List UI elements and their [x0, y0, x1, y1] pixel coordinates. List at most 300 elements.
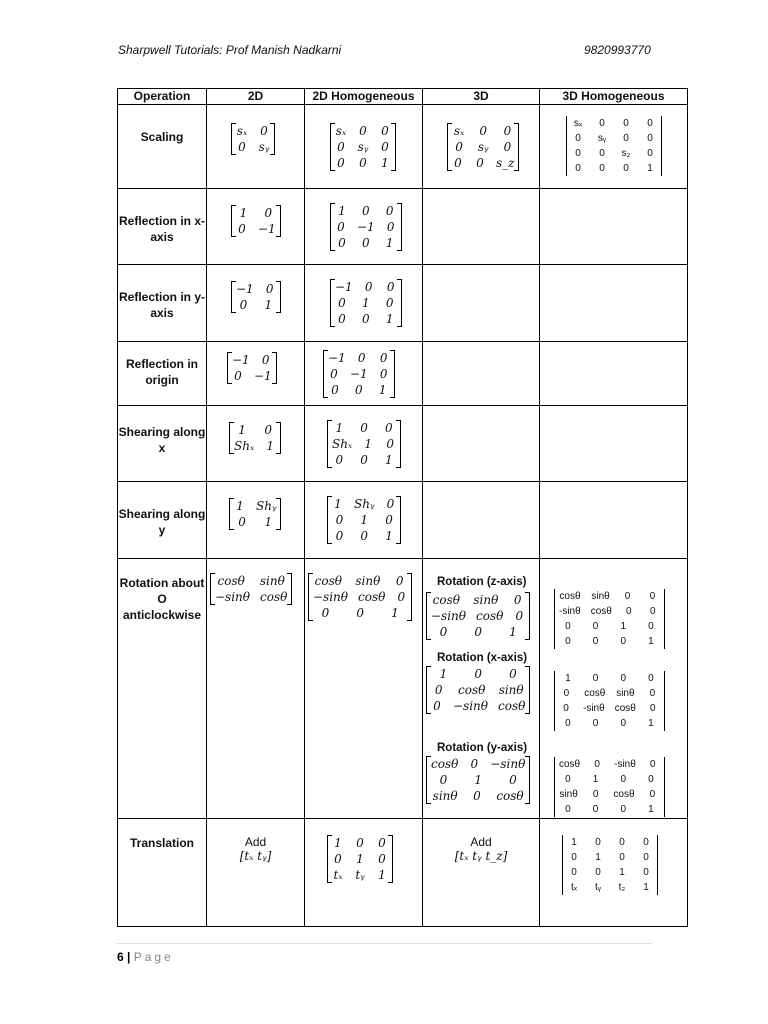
- empty-cell: [423, 265, 540, 342]
- matrix-entry: sinθ: [591, 591, 610, 602]
- matrix-entry: 0: [509, 773, 517, 787]
- matrix-entry: 0: [575, 133, 581, 144]
- page-label: Page: [133, 950, 174, 964]
- matrix-entry: 0: [624, 591, 631, 602]
- matrix-entry: cosθ: [432, 593, 460, 607]
- matrix-entry: 0: [364, 280, 373, 294]
- matrix-entry: 0: [239, 298, 248, 312]
- matrix-entry: cosθ: [260, 590, 288, 604]
- matrix-row: [559, 671, 660, 686]
- matrix-entry: 1: [571, 837, 577, 848]
- matrix-row: [559, 619, 660, 634]
- col-header-operation: Operation: [118, 89, 207, 105]
- matrix-entry: 1: [338, 204, 346, 218]
- matrix-cell: [207, 342, 305, 406]
- matrix-entry: 0: [238, 140, 246, 154]
- matrix-entry: −sinθ: [490, 757, 526, 771]
- matrix-entry: cosθ: [458, 683, 486, 697]
- table-row: [118, 482, 688, 559]
- matrix-entry: 0: [264, 206, 273, 220]
- matrix-row: [431, 608, 525, 624]
- matrix-2d-shear-y: [229, 498, 281, 530]
- matrix-entry: 0: [643, 867, 649, 878]
- matrix-cell-rotation-3d: [423, 559, 540, 819]
- matrix-entry: -sinθ: [614, 759, 636, 770]
- empty-cell: [540, 342, 688, 406]
- matrix-cell: [305, 482, 423, 559]
- matrix-row: [234, 514, 276, 530]
- matrix-cell: [423, 105, 540, 189]
- matrix-cell: [540, 105, 688, 189]
- matrix-row: [559, 686, 660, 701]
- matrix-cell: [207, 482, 305, 559]
- matrix-entry: 1: [238, 423, 246, 437]
- matrix-entry: 0: [599, 163, 605, 174]
- matrix-row: [234, 438, 276, 454]
- matrix-entry: cosθ: [559, 591, 581, 602]
- matrix-entry: 1: [385, 236, 394, 250]
- matrix-entry: 0: [620, 673, 627, 684]
- operation-label: Rotation about O anticlockwise: [118, 559, 207, 819]
- empty-cell: [423, 189, 540, 265]
- matrix-entry: tₓ: [570, 882, 578, 893]
- matrix-entry: 0: [470, 757, 479, 771]
- matrix-cell: [207, 105, 305, 189]
- matrix-2d-shear-x: [229, 422, 281, 454]
- translation-add-label-3d: Add: [470, 835, 492, 849]
- matrix-entry: cosθ: [614, 703, 636, 714]
- operation-label: Shearing along x: [118, 406, 207, 482]
- matrix-entry: 1: [643, 882, 649, 893]
- matrix-row: [559, 787, 660, 802]
- matrix-entry: −1: [328, 351, 346, 365]
- matrix-3d-rot-z: [426, 592, 530, 640]
- matrix-2dh-reflect-x: [330, 203, 402, 251]
- matrix-row: [215, 589, 287, 605]
- matrix-entry: −1: [350, 367, 368, 381]
- matrix-row: [571, 146, 657, 161]
- matrix-entry: 0: [386, 437, 395, 451]
- matrix-entry: 0: [649, 688, 656, 699]
- matrix-entry: 1: [509, 625, 517, 639]
- matrix-entry: 0: [338, 236, 346, 250]
- matrix-row: [431, 772, 525, 788]
- matrix-row: [335, 155, 391, 171]
- matrix-3d-scaling: [447, 123, 519, 171]
- matrix-row: [236, 139, 270, 155]
- matrix-row: [567, 850, 653, 865]
- matrix-3dh-translation: [562, 835, 658, 895]
- matrix-row: [332, 496, 396, 512]
- matrix-entry: 0: [455, 140, 463, 154]
- col-header-3d: 3D: [423, 89, 540, 105]
- empty-cell: [540, 406, 688, 482]
- matrix-cell: [305, 105, 423, 189]
- matrix-entry: tᵧ: [355, 868, 365, 882]
- matrix-entry: 0: [381, 140, 389, 154]
- matrix-entry: 0: [479, 124, 488, 138]
- matrix-entry: 0: [571, 852, 577, 863]
- matrix-entry: 0: [648, 621, 654, 632]
- matrix-entry: 0: [623, 163, 629, 174]
- matrix-entry: 0: [360, 421, 368, 435]
- matrix-entry: 0: [565, 774, 571, 785]
- matrix-entry: -sinθ: [583, 703, 605, 714]
- matrix-entry: 0: [359, 124, 367, 138]
- empty-cell: [423, 482, 540, 559]
- matrix-entry: 0: [503, 124, 512, 138]
- matrix-cell: [540, 819, 688, 927]
- matrix-entry: cosθ: [476, 609, 504, 623]
- matrix-entry: 0: [395, 574, 404, 588]
- matrix-row: [234, 422, 276, 438]
- matrix-entry: 1: [385, 312, 394, 326]
- matrix-row: [332, 867, 388, 883]
- matrix-entry: sᵧ: [477, 140, 489, 154]
- matrix-row: [559, 589, 660, 604]
- matrix-entry: cosθ: [314, 574, 342, 588]
- matrix-entry: 0: [647, 148, 653, 159]
- matrix-entry: 0: [474, 667, 482, 681]
- matrix-entry: 1: [334, 836, 342, 850]
- matrix-entry: 0: [355, 383, 363, 397]
- matrix-entry: Shₓ: [234, 439, 255, 453]
- matrix-entry: 0: [592, 718, 599, 729]
- matrix-entry: 1: [595, 852, 601, 863]
- matrix-entry: 0: [321, 606, 330, 620]
- translation-2d-vector: [tₓ tᵧ]: [239, 849, 272, 863]
- matrix-entry: 0: [620, 804, 627, 815]
- matrix-entry: 0: [362, 204, 370, 218]
- matrix-entry: 0: [650, 606, 656, 617]
- matrix-row: [335, 235, 397, 251]
- matrix-entry: sinθ: [473, 593, 499, 607]
- col-header-2d: 2D: [207, 89, 305, 105]
- matrix-entry: 0: [385, 421, 393, 435]
- matrix-entry: 0: [238, 222, 246, 236]
- matrix-entry: 0: [599, 118, 605, 129]
- matrix-entry: 1: [378, 383, 387, 397]
- matrix-entry: 0: [386, 497, 395, 511]
- matrix-3d-rot-x: [426, 666, 530, 714]
- matrix-row: [452, 155, 514, 171]
- matrix-entry: sᵧ: [597, 133, 607, 144]
- matrix-entry: sinθ: [355, 574, 381, 588]
- matrix-row: [328, 350, 390, 366]
- matrix-entry: 0: [563, 703, 569, 714]
- matrix-row: [571, 161, 657, 176]
- matrix-cell: [207, 265, 305, 342]
- matrix-entry: 1: [335, 421, 344, 435]
- matrix-3dh-scaling: [566, 116, 662, 176]
- matrix-entry: 0: [360, 529, 369, 543]
- matrix-entry: 0: [623, 133, 629, 144]
- matrix-row: [335, 203, 397, 219]
- matrix-row: [559, 701, 660, 716]
- matrix-entry: 0: [563, 688, 570, 699]
- matrix-row: [236, 297, 276, 313]
- matrix-entry: 1: [648, 804, 654, 815]
- matrix-entry: tₓ: [333, 868, 343, 882]
- matrix-entry: 0: [386, 220, 395, 234]
- matrix-entry: cosθ: [217, 574, 245, 588]
- matrix-row: [431, 666, 525, 682]
- matrix-row: [234, 498, 276, 514]
- matrix-cell: [423, 819, 540, 927]
- matrix-entry: 0: [620, 718, 627, 729]
- matrix-entry: 0: [385, 296, 394, 310]
- matrix-row: [431, 698, 525, 714]
- matrix-2dh-reflect-origin: [323, 350, 395, 398]
- matrix-entry: tᵧ: [595, 882, 601, 893]
- matrix-cell: [207, 559, 305, 819]
- matrix-entry: 0: [623, 118, 629, 129]
- matrix-entry: 0: [378, 836, 386, 850]
- matrix-entry: 0: [238, 515, 246, 529]
- matrix-entry: 1: [391, 606, 399, 620]
- matrix-row: [567, 835, 653, 850]
- matrix-entry: sinθ: [559, 789, 578, 800]
- matrix-entry: cosθ: [613, 789, 635, 800]
- matrix-entry: −1: [357, 220, 375, 234]
- matrix-entry: 0: [473, 789, 481, 803]
- matrix-entry: 1: [239, 206, 248, 220]
- matrix-entry: 0: [357, 351, 366, 365]
- matrix-entry: sinθ: [432, 789, 458, 803]
- matrix-entry: 0: [565, 636, 571, 647]
- matrix-entry: 0: [575, 163, 581, 174]
- matrix-entry: 0: [620, 636, 627, 647]
- matrix-3d-rot-y: [426, 756, 530, 804]
- matrix-row: [335, 219, 397, 235]
- matrix-2dh-scaling: [330, 123, 396, 171]
- matrix-entry: 0: [592, 673, 599, 684]
- rotation-x-title: Rotation (x-axis): [437, 652, 528, 664]
- matrix-cell: [305, 265, 423, 342]
- matrix-row: [332, 512, 396, 528]
- matrix-row: [332, 851, 388, 867]
- matrix-entry: 0: [379, 351, 388, 365]
- matrix-entry: 0: [362, 312, 370, 326]
- matrix-entry: sₓ: [236, 124, 248, 138]
- matrix-entry: s₂: [621, 148, 631, 159]
- matrix-entry: 1: [264, 298, 273, 312]
- matrix-entry: 0: [334, 852, 342, 866]
- matrix-entry: 0: [261, 353, 270, 367]
- matrix-entry: 0: [330, 367, 338, 381]
- matrix-entry: 1: [648, 636, 654, 647]
- matrix-entry: 1: [565, 673, 571, 684]
- matrix-entry: 1: [264, 515, 273, 529]
- matrix-row: [332, 436, 396, 452]
- matrix-entry: 1: [474, 773, 482, 787]
- matrix-entry: 0: [331, 383, 339, 397]
- table-row: [118, 105, 688, 189]
- matrix-entry: 0: [265, 282, 274, 296]
- matrix-row: [232, 352, 272, 368]
- empty-cell: [540, 265, 688, 342]
- matrix-entry: Shᵧ: [256, 499, 277, 513]
- matrix-entry: 0: [338, 296, 346, 310]
- matrix-entry: 0: [260, 124, 268, 138]
- matrix-entry: 1: [381, 156, 389, 170]
- matrix-entry: 0: [565, 621, 571, 632]
- matrix-entry: 0: [337, 220, 345, 234]
- matrix-entry: 1: [378, 868, 386, 882]
- table-row: [118, 189, 688, 265]
- matrix-cell: [207, 406, 305, 482]
- matrix-entry: 0: [649, 591, 656, 602]
- matrix-entry: 0: [264, 423, 272, 437]
- matrix-row: [559, 757, 660, 772]
- operation-label: Reflection in y-axis: [118, 265, 207, 342]
- matrix-row: [332, 835, 388, 851]
- matrix-entry: 0: [362, 236, 370, 250]
- matrix-entry: 0: [643, 837, 649, 848]
- matrix-2dh-shear-x: [327, 420, 401, 468]
- matrix-entry: sᵧ: [357, 140, 369, 154]
- matrix-entry: s_z: [496, 156, 515, 170]
- matrix-row: [232, 368, 272, 384]
- matrix-entry: sᵧ: [258, 140, 270, 154]
- matrix-entry: −1: [236, 282, 254, 296]
- matrix-entry: 0: [337, 140, 345, 154]
- matrix-entry: 0: [650, 759, 656, 770]
- matrix-entry: 0: [360, 453, 368, 467]
- matrix-entry: −sinθ: [431, 609, 467, 623]
- matrix-entry: 0: [592, 636, 599, 647]
- matrix-row: [335, 123, 391, 139]
- matrix-row: [335, 295, 397, 311]
- matrix-2dh-shear-y: [327, 496, 401, 544]
- matrix-2dh-reflect-y: [330, 279, 402, 327]
- matrix-entry: t₂: [618, 882, 626, 893]
- matrix-entry: 0: [379, 367, 388, 381]
- table-row: [118, 265, 688, 342]
- matrix-entry: sₓ: [335, 124, 347, 138]
- matrix-entry: 0: [620, 774, 627, 785]
- matrix-cell: [305, 406, 423, 482]
- matrix-row: [335, 311, 397, 327]
- page-separator: |: [127, 950, 131, 964]
- matrix-entry: 1: [266, 439, 275, 453]
- matrix-entry: 0: [594, 759, 600, 770]
- matrix-entry: 1: [620, 621, 627, 632]
- matrix-entry: sₓ: [453, 124, 465, 138]
- matrix-entry: −1: [254, 369, 272, 383]
- matrix-entry: 0: [592, 621, 599, 632]
- matrix-entry: 1: [385, 453, 393, 467]
- matrix-cell: [207, 819, 305, 927]
- matrix-entry: cosθ: [358, 590, 386, 604]
- matrix-entry: sₓ: [573, 118, 583, 129]
- matrix-entry: sinθ: [616, 688, 635, 699]
- operation-label: Shearing along y: [118, 482, 207, 559]
- matrix-row: [431, 788, 525, 804]
- matrix-2dh-rotation: [308, 573, 412, 621]
- matrix-entry: 0: [359, 156, 367, 170]
- matrix-entry: 0: [434, 683, 443, 697]
- matrix-3dh-rot-z: [554, 589, 665, 649]
- matrix-entry: 0: [648, 774, 654, 785]
- matrix-entry: cosθ: [559, 759, 581, 770]
- translation-3d-vector: [tₓ tᵧ t_z]: [454, 849, 508, 863]
- matrix-row: [236, 221, 276, 237]
- matrix-row: [559, 716, 660, 731]
- matrix-cell: [305, 559, 423, 819]
- matrix-entry: 0: [234, 369, 242, 383]
- matrix-entry: 0: [386, 280, 395, 294]
- matrix-entry: −1: [258, 222, 276, 236]
- matrix-cell: [305, 189, 423, 265]
- matrix-row: [567, 865, 653, 880]
- matrix-entry: 0: [575, 148, 581, 159]
- matrix-entry: 1: [364, 437, 373, 451]
- matrix-row: [571, 131, 657, 146]
- matrix-row: [431, 756, 525, 772]
- matrix-cell-rotation-3dh: [540, 559, 688, 819]
- matrix-row: [571, 116, 657, 131]
- matrix-row: [567, 880, 653, 895]
- matrix-entry: 0: [378, 852, 386, 866]
- matrix-entry: -sinθ: [559, 606, 581, 617]
- matrix-entry: 0: [433, 699, 441, 713]
- matrix-entry: 1: [356, 852, 364, 866]
- header-phone: 9820993770: [584, 43, 651, 57]
- matrix-row: [559, 802, 660, 817]
- matrix-entry: 1: [360, 513, 369, 527]
- matrix-2d-rotation: [210, 573, 292, 605]
- col-header-2d-homogeneous: 2D Homogeneous: [305, 89, 423, 105]
- empty-cell: [423, 406, 540, 482]
- matrix-entry: 0: [476, 156, 484, 170]
- matrix-cell: [207, 189, 305, 265]
- matrix-row: [313, 589, 407, 605]
- matrix-entry: 0: [647, 133, 653, 144]
- matrix-row: [313, 573, 407, 589]
- table-row: [118, 559, 688, 819]
- matrix-row: [559, 772, 660, 787]
- matrix-entry: 0: [439, 773, 448, 787]
- matrix-entry: 0: [397, 590, 406, 604]
- matrix-entry: 0: [643, 852, 649, 863]
- matrix-entry: 0: [650, 703, 656, 714]
- matrix-entry: 1: [362, 296, 370, 310]
- matrix-entry: −1: [335, 280, 353, 294]
- header-title: Sharpwell Tutorials: Prof Manish Nadkarni: [118, 43, 342, 57]
- matrix-entry: 0: [515, 609, 524, 623]
- matrix-entry: 0: [619, 837, 625, 848]
- matrix-entry: 1: [236, 499, 244, 513]
- matrix-2d-reflect-origin: [227, 352, 277, 384]
- empty-cell: [540, 189, 688, 265]
- matrix-entry: 1: [647, 163, 653, 174]
- matrix-entry: 0: [592, 789, 599, 800]
- empty-cell: [423, 342, 540, 406]
- matrix-row: [431, 592, 525, 608]
- matrix-row: [328, 366, 390, 382]
- matrix-entry: 0: [565, 804, 571, 815]
- matrix-entry: Shᵧ: [354, 497, 375, 511]
- matrix-entry: sinθ: [259, 574, 285, 588]
- matrix-entry: −sinθ: [215, 590, 251, 604]
- matrix-entry: 0: [381, 124, 389, 138]
- matrix-row: [332, 528, 396, 544]
- col-header-3d-homogeneous: 3D Homogeneous: [540, 89, 688, 105]
- matrix-row: [559, 634, 660, 649]
- matrix-entry: 0: [649, 789, 656, 800]
- operation-label: Reflection in origin: [118, 342, 207, 406]
